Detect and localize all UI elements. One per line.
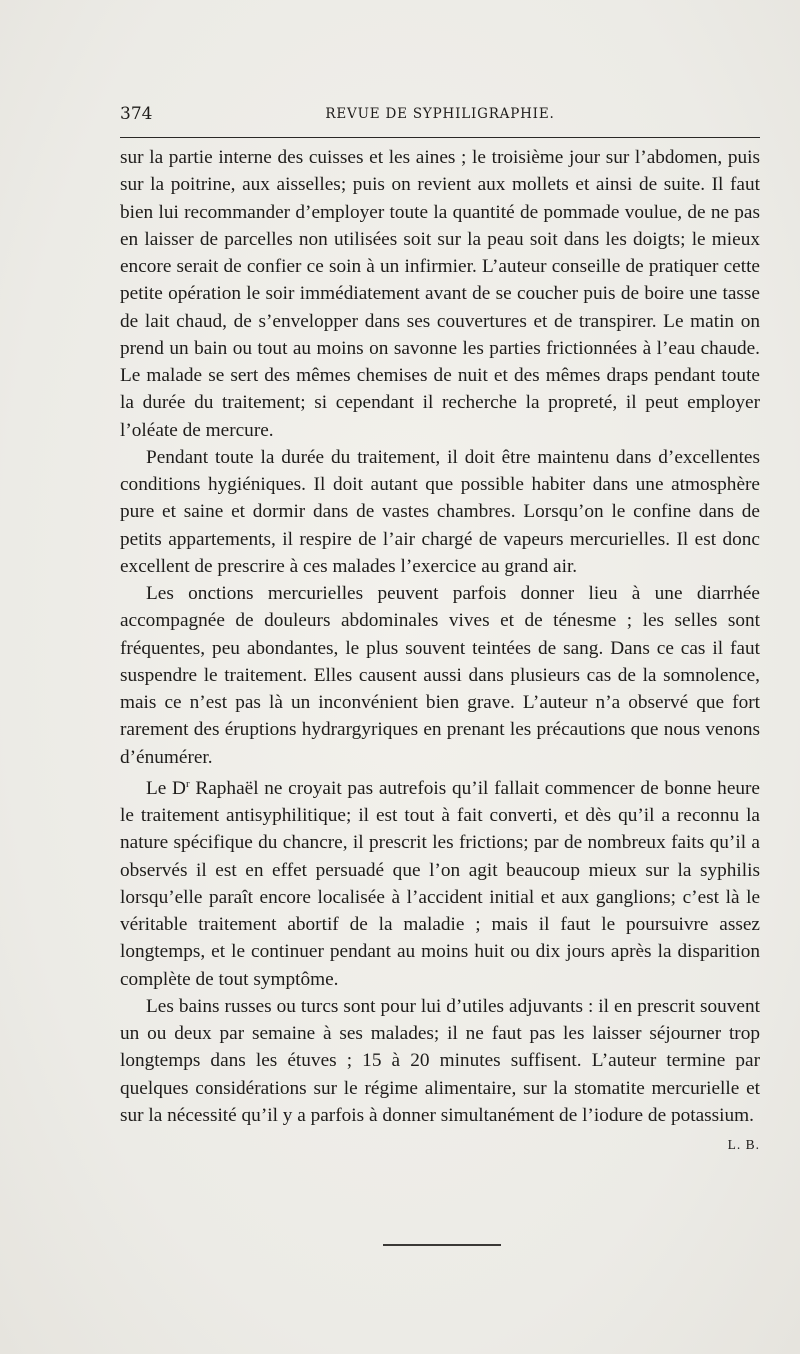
paragraph-5 (120, 993, 760, 1152)
paragraph-5-text: Les bains russes ou turcs sont pour lui d’utiles adjuvants : il en prescrit souvent un ou deux par semaine à ses malades; il ne faut pas les laisser séjourner trop longtemps dans les étuves ; 15 à 20 minutes suffisent. L’auteur termine par quelques considérations sur le régime alimentaire, sur la stomatite mercurielle et sur la nécessité qu’il y a parfois à donner simultanément de l’iodure de potassium. (120, 995, 760, 1126)
header-rule (120, 137, 760, 138)
running-title: REVUE DE SYPHILIGRAPHIE. (325, 106, 555, 122)
doctor-prefix: Le D (146, 777, 186, 799)
paragraph-3: Les onctions mercurielles peuvent parfois donner lieu à une diarrhée accompagnée de douleurs abdominales vives et de ténesme ; les selles sont fréquentes, peu abondantes, le plus souvent teintées de sang. Dans ce cas il faut suspendre le traitement. Elles causent aussi dans plusieurs cas de la somnolence, mais ce n’est pas là un inconvénient bien grave. L’auteur n’a observé que fort rarement des éruptions hydrargyriques en prenant les précautions que nous venons d’énumérer. (120, 583, 760, 768)
paragraph-1: sur la partie interne des cuisses et les aines ; le troisième jour sur l’abdomen, puis sur la poitrine, aux aisselles; puis on revient aux mollets et ainsi de suite. Il faut bien lui recommander d’employer toute la quantité de pommade voulue, de ne pas en laisser de parcelles non utilisées soit sur la peau soit dans les doigts; le mieux encore serait de confier ce soin à un infirmier. L’auteur conseille de pratiquer cette petite opération le soir immédiatement avant de se coucher puis de boire une tasse de lait chaud, de s’envelopper dans ses couvertures et de transpirer. Le matin on prend un bain ou tout au moins on savonne les parties frictionnées à l’eau chaude. Le malade se sert des mêmes chemises de nuit et des mêmes draps pendant toute la durée du traitement; si cependant il recherche la propreté, il peut employer l’oléate de mercure. (120, 147, 760, 441)
doctor-superscript: r (185, 777, 190, 790)
paragraph-4-text: Raphaël ne croyait pas autrefois qu’il fallait commencer de bonne heure le traitement antisyphilitique; il est tout à fait converti, et dès qu’il a reconnu la nature spécifique du chancre, il prescrit les frictions; par de nombreux faits qu’il a observés il est en effet persuadé que l’on agit beaucoup mieux sur la syphilis lorsqu’elle paraît encore localisée à l’accident initial et aux ganglions; c’est là le véritable traitement abortif de la maladie ; mais il faut le poursuivre assez longtemps, et le continuer pendant au moins huit ou dix jours après la disparition complète de tout symptôme. (120, 777, 760, 990)
page-header (120, 104, 760, 128)
paragraph-2: Pendant toute la durée du traitement, il doit être maintenu dans d’excellentes conditions hygiéniques. Il doit autant que possible habiter dans une atmosphère pure et saine et dormir dans de vastes chambres. Lorsqu’on le confine dans de petits appartements, il respire de l’air chargé de vapeurs mercurielles. Il est donc excellent de prescrire à ces malades l’exercice au grand air. (120, 446, 760, 577)
body-text (120, 144, 760, 1158)
page-number: 374 (120, 104, 153, 124)
paragraph-4 (120, 771, 760, 993)
end-rule (383, 1244, 501, 1246)
author-signature: L. B. (727, 1137, 760, 1152)
